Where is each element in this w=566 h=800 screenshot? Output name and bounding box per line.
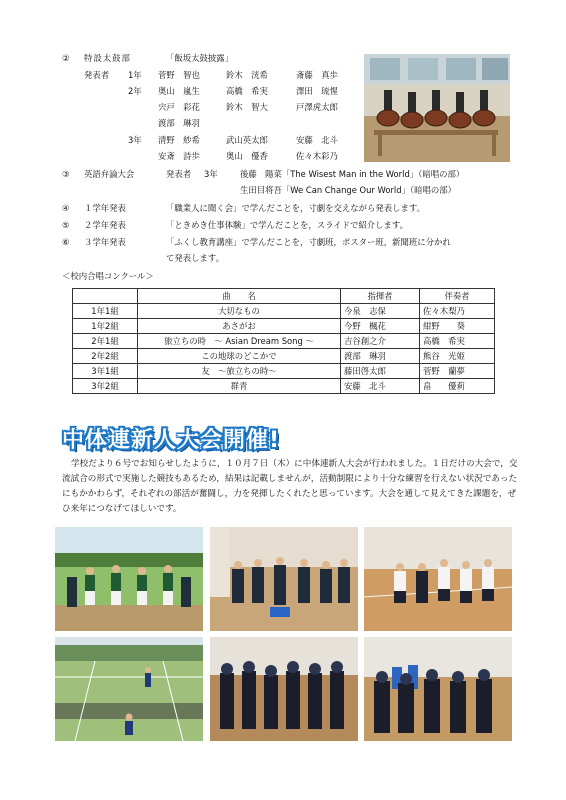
song-cell: 旅立ちの時 ～ Asian Dream Song ～: [138, 334, 341, 349]
speech-line: 後藤 陽菜「The Wisest Man in the World」（暗唱の部）: [240, 169, 465, 179]
accompanist-cell: 熊谷 光姫: [420, 349, 495, 364]
accompanist-cell: 佐々木梨乃: [420, 304, 495, 319]
speech-line: 生田目将吾「We Can Change Our World」（暗唱の部）: [240, 185, 456, 195]
article-body-text: 学校だより６号でお知らせしたように，１０月７日（木）に中体連新人大会が行われました。１日だけの大会で，交流試合の形式で実施した競技もあるため，結果は記載しませんが，活動制限により十分な練習を行えない状況であったにもかかわらず，それぞれの部活が奮闘し，力を発揮したくれたと思っています。大会を通して見えてきた課題を，ぜひ来年につなげてほしいです。: [62, 459, 518, 515]
kendo-photo-2: [364, 637, 512, 741]
song-cell: この地球のどこかで: [138, 349, 341, 364]
item-number: ③: [62, 169, 70, 179]
student-name: 菅野 智也: [158, 70, 200, 80]
table-row: [73, 379, 495, 394]
item-text: 「ふくし教育講座」で学んだことを，寸劇班，ポスター班，新聞班に分かれ: [166, 237, 451, 247]
student-name: 清野 紗希: [158, 135, 200, 145]
conductor-cell: 渡部 琳羽: [341, 349, 420, 364]
accompanist-cell: 菅野 蘭夢: [420, 364, 495, 379]
item-text: 「職業人に聞く会」で学んだことを，寸劇を交えながら発表します。: [166, 203, 425, 213]
student-name: 渡部 琳羽: [158, 118, 200, 128]
class-cell: 1年2組: [73, 319, 138, 334]
class-cell: 3年2組: [73, 379, 138, 394]
item-category: 英語弁論大会: [84, 169, 135, 179]
student-name: 佐々木彩乃: [296, 151, 338, 161]
song-cell: 大切なもの: [138, 304, 341, 319]
item-title: 「飯坂太鼓披露」: [166, 53, 233, 63]
class-cell: 1年1組: [73, 304, 138, 319]
item-number: ⑥: [62, 237, 70, 247]
header-class: [73, 289, 138, 304]
grade-label: 3年: [128, 135, 142, 145]
class-cell: 3年1組: [73, 364, 138, 379]
article-body: [62, 457, 520, 517]
student-name: 安斎 詩歩: [158, 151, 200, 161]
choir-table: [72, 288, 495, 394]
header-conductor: 指揮者: [341, 289, 420, 304]
kendo-photo-1: [210, 637, 358, 741]
song-cell: 群青: [138, 379, 341, 394]
item-label: ２学年発表: [84, 220, 126, 230]
student-name: 鈴木 智大: [226, 102, 268, 112]
taiko-photo: [364, 54, 510, 162]
choir-heading: ＜校内合唱コンクール＞: [62, 271, 154, 281]
grade-label: 2年: [128, 86, 142, 96]
conductor-cell: 今野 楓花: [341, 319, 420, 334]
baseball-photo: [55, 527, 203, 631]
student-name: 武山英太郎: [226, 135, 268, 145]
accompanist-cell: 高橋 希実: [420, 334, 495, 349]
class-cell: 2年2組: [73, 349, 138, 364]
song-cell: 友 ～旅立ちの時～: [138, 364, 341, 379]
student-name: 戸澤虎太郎: [296, 102, 338, 112]
item-text: て発表します。: [166, 253, 224, 263]
student-name: 安藤 北斗: [296, 135, 338, 145]
student-name: 斎藤 真歩: [296, 70, 338, 80]
student-name: 鈴木 洸希: [226, 70, 268, 80]
grade-label: 1年: [128, 70, 142, 80]
basketball-photo: [364, 527, 512, 631]
volleyball-photo: [210, 527, 358, 631]
table-row: [73, 304, 495, 319]
student-name: 奥山 優香: [226, 151, 268, 161]
header-accompanist: 伴奏者: [420, 289, 495, 304]
conductor-cell: 今泉 志保: [341, 304, 420, 319]
item-number: ④: [62, 203, 70, 213]
table-header-row: [73, 289, 495, 304]
item-label: ３学年発表: [84, 237, 126, 247]
student-name: 高橋 希実: [226, 86, 268, 96]
conductor-cell: 吉谷創之介: [341, 334, 420, 349]
table-row: [73, 349, 495, 364]
table-row: [73, 364, 495, 379]
item-number: ⑤: [62, 220, 70, 230]
table-row: [73, 319, 495, 334]
item-number: ②: [62, 53, 70, 63]
item-category: 特設太鼓部: [84, 53, 131, 63]
presenter-label: 発表者: [166, 169, 192, 179]
table-row: [73, 334, 495, 349]
conductor-cell: 安藤 北斗: [341, 379, 420, 394]
grade-label: 3年: [204, 169, 218, 179]
conductor-cell: 藤田啓太郎: [341, 364, 420, 379]
item-label: １学年発表: [84, 203, 126, 213]
student-name: 澤田 琉惺: [296, 86, 338, 96]
student-name: 奥山 嵐生: [158, 86, 200, 96]
tennis-photo: [55, 637, 203, 741]
item-text: 「ときめき仕事体験」で学んだことを，スライドで紹介します。: [166, 220, 408, 230]
presenter-label: 発表者: [84, 70, 110, 80]
accompanist-cell: 畠 優莉: [420, 379, 495, 394]
student-name: 宍戸 彩花: [158, 102, 200, 112]
accompanist-cell: 紺野 葵: [420, 319, 495, 334]
article-title: 中体連新人大会開催!: [62, 428, 281, 453]
song-cell: あさがお: [138, 319, 341, 334]
class-cell: 2年1組: [73, 334, 138, 349]
header-song: 曲 名: [138, 289, 341, 304]
